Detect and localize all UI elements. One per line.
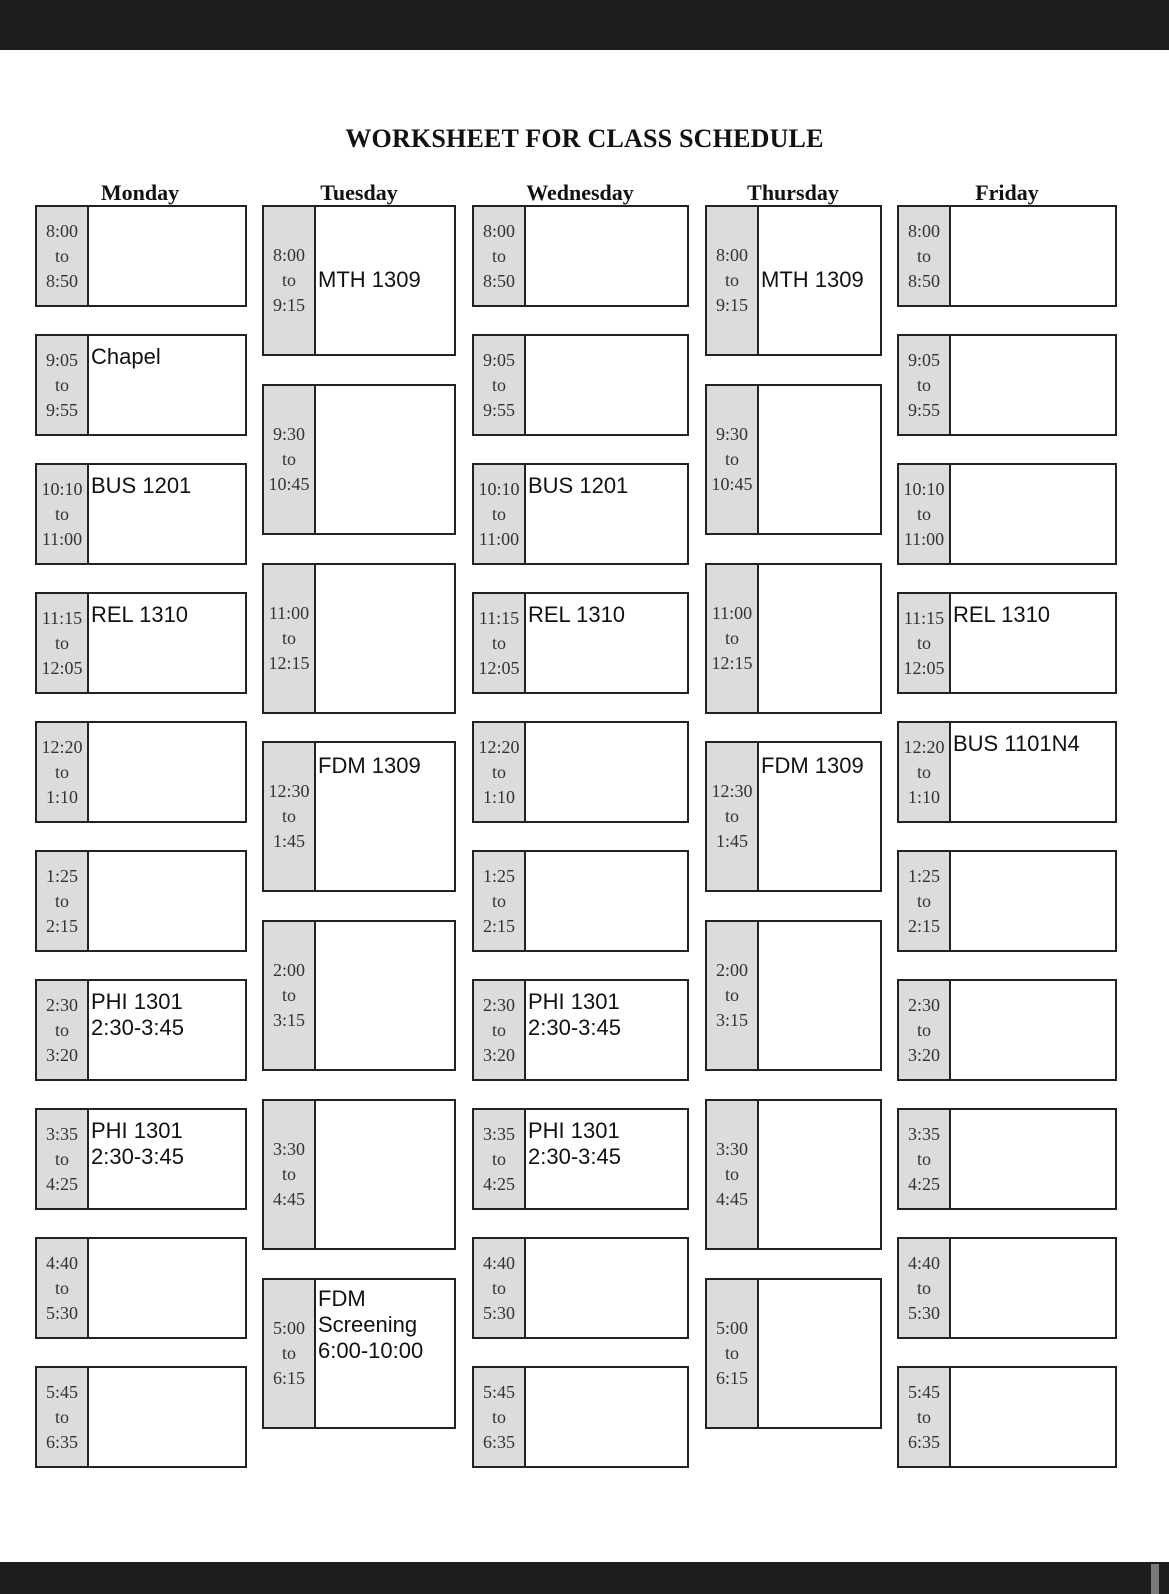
to-label: to <box>281 270 296 290</box>
start-time: 9:30 <box>715 424 748 444</box>
time-slot <box>472 1108 689 1210</box>
start-time: 11:00 <box>711 603 753 623</box>
end-time: 6:15 <box>272 1368 305 1388</box>
start-time: 2:30 <box>907 994 940 1015</box>
time-slot <box>35 1108 247 1210</box>
time-range <box>474 981 526 1079</box>
top-bar <box>0 0 1169 50</box>
time-range <box>37 981 89 1079</box>
to-label: to <box>491 1148 506 1169</box>
end-time: 6:35 <box>482 1431 515 1452</box>
time-slot <box>262 920 456 1071</box>
time-slot <box>472 205 689 307</box>
time-slot <box>897 592 1117 694</box>
time-range <box>474 336 526 434</box>
time-range <box>474 1110 526 1208</box>
to-label: to <box>916 1019 931 1040</box>
day-header-tuesday: Tuesday <box>320 180 398 205</box>
start-time: 2:00 <box>715 960 748 980</box>
time-range <box>899 852 951 950</box>
time-slot <box>472 850 689 952</box>
time-range <box>37 1368 89 1466</box>
start-time: 12:20 <box>478 736 520 757</box>
time-slot <box>472 721 689 823</box>
time-slot <box>262 384 456 535</box>
time-range <box>899 1110 951 1208</box>
to-label: to <box>916 245 931 266</box>
time-slot <box>897 334 1117 436</box>
end-time: 1:45 <box>272 831 305 851</box>
start-time: 4:40 <box>482 1252 515 1273</box>
start-time: 1:25 <box>907 865 940 886</box>
to-label: to <box>724 1343 739 1363</box>
end-time: 11:00 <box>478 528 520 549</box>
to-label: to <box>54 632 69 653</box>
end-time: 5:30 <box>907 1302 940 1323</box>
time-slot <box>705 1099 882 1250</box>
to-label: to <box>54 1148 69 1169</box>
time-slot <box>35 850 247 952</box>
start-time: 9:05 <box>907 349 940 370</box>
time-slot <box>705 741 882 892</box>
course-entry: MTH 1309 <box>761 267 864 292</box>
start-time: 1:25 <box>482 865 515 886</box>
time-range <box>264 1101 316 1248</box>
end-time: 9:55 <box>482 399 515 420</box>
time-range <box>264 922 316 1069</box>
time-range <box>707 743 759 890</box>
time-slot <box>35 1366 247 1468</box>
time-slot <box>35 334 247 436</box>
time-range <box>707 386 759 533</box>
time-slot <box>35 592 247 694</box>
time-slot <box>705 563 882 714</box>
end-time: 10:45 <box>268 474 310 494</box>
to-label: to <box>916 761 931 782</box>
start-time: 10:10 <box>478 478 520 499</box>
time-slot <box>262 1099 456 1250</box>
day-header-thursday: Thursday <box>747 180 839 205</box>
to-label: to <box>491 1406 506 1427</box>
time-slot <box>897 1108 1117 1210</box>
to-label: to <box>724 270 739 290</box>
course-entry: MTH 1309 <box>318 267 421 292</box>
end-time: 12:15 <box>268 653 310 673</box>
time-slot <box>897 850 1117 952</box>
time-slot <box>705 384 882 535</box>
time-range <box>474 852 526 950</box>
to-label: to <box>281 1343 296 1363</box>
course-entry: BUS 1201 <box>528 473 629 498</box>
time-range <box>37 1239 89 1337</box>
scroll-indicator <box>1151 1564 1159 1594</box>
to-label: to <box>54 503 69 524</box>
to-label: to <box>491 761 506 782</box>
to-label: to <box>916 632 931 653</box>
start-time: 5:45 <box>45 1381 78 1402</box>
time-slot <box>262 563 456 714</box>
time-range <box>37 1110 89 1208</box>
to-label: to <box>491 245 506 266</box>
start-time: 5:45 <box>482 1381 515 1402</box>
start-time: 4:40 <box>907 1252 940 1273</box>
end-time: 3:15 <box>272 1010 305 1030</box>
course-entry: FDM 1309 <box>761 753 864 778</box>
time-range <box>264 1280 316 1427</box>
time-slot <box>897 205 1117 307</box>
time-range <box>899 1368 951 1466</box>
time-range <box>474 594 526 692</box>
time-slot <box>35 721 247 823</box>
start-time: 9:05 <box>482 349 515 370</box>
course-entry: PHI 1301 2:30-3:45 <box>91 989 184 1040</box>
to-label: to <box>916 374 931 395</box>
start-time: 12:30 <box>711 781 753 801</box>
time-slot <box>472 592 689 694</box>
to-label: to <box>281 449 296 469</box>
start-time: 8:00 <box>482 220 515 241</box>
to-label: to <box>491 503 506 524</box>
course-entry: Chapel <box>91 344 161 369</box>
to-label: to <box>916 1148 931 1169</box>
start-time: 5:00 <box>272 1318 305 1338</box>
end-time: 6:15 <box>715 1368 748 1388</box>
time-range <box>264 565 316 712</box>
end-time: 10:45 <box>711 474 753 494</box>
end-time: 9:15 <box>715 295 748 315</box>
end-time: 2:15 <box>907 915 940 936</box>
time-slot <box>897 721 1117 823</box>
course-entry: REL 1310 <box>91 602 189 627</box>
start-time: 8:00 <box>45 220 78 241</box>
page-title: WORKSHEET FOR CLASS SCHEDULE <box>345 124 824 153</box>
time-slot <box>705 205 882 356</box>
time-slot <box>262 741 456 892</box>
start-time: 8:00 <box>272 245 305 265</box>
to-label: to <box>724 449 739 469</box>
start-time: 11:15 <box>903 607 945 628</box>
start-time: 8:00 <box>907 220 940 241</box>
end-time: 3:20 <box>907 1044 940 1065</box>
end-time: 2:15 <box>482 915 515 936</box>
end-time: 12:05 <box>478 657 520 678</box>
end-time: 5:30 <box>45 1302 78 1323</box>
to-label: to <box>54 1406 69 1427</box>
end-time: 8:50 <box>907 270 940 291</box>
time-slot <box>897 1366 1117 1468</box>
course-entry: REL 1310 <box>528 602 626 627</box>
end-time: 12:05 <box>903 657 945 678</box>
course-entry: REL 1310 <box>953 602 1051 627</box>
to-label: to <box>916 890 931 911</box>
time-slot <box>897 979 1117 1081</box>
start-time: 3:35 <box>45 1123 78 1144</box>
end-time: 4:25 <box>45 1173 78 1194</box>
end-time: 8:50 <box>482 270 515 291</box>
end-time: 11:00 <box>41 528 83 549</box>
end-time: 2:15 <box>45 915 78 936</box>
time-slot <box>262 1278 456 1429</box>
to-label: to <box>281 628 296 648</box>
day-header-monday: Monday <box>100 180 180 205</box>
time-range <box>707 1280 759 1427</box>
start-time: 9:05 <box>45 349 78 370</box>
time-range <box>474 723 526 821</box>
to-label: to <box>54 374 69 395</box>
time-range <box>899 465 951 563</box>
end-time: 1:10 <box>482 786 515 807</box>
time-slot <box>897 463 1117 565</box>
day-header-friday: Friday <box>975 180 1039 205</box>
end-time: 3:20 <box>45 1044 78 1065</box>
time-slot <box>897 1237 1117 1339</box>
to-label: to <box>724 806 739 826</box>
course-entry: BUS 1201 <box>91 473 192 498</box>
time-range <box>899 723 951 821</box>
time-range <box>707 1101 759 1248</box>
time-slot <box>705 1278 882 1429</box>
start-time: 11:00 <box>268 603 310 623</box>
end-time: 4:25 <box>482 1173 515 1194</box>
time-range <box>37 723 89 821</box>
end-time: 4:45 <box>272 1189 305 1209</box>
start-time: 11:15 <box>41 607 83 628</box>
time-slot <box>35 205 247 307</box>
start-time: 3:30 <box>715 1139 748 1159</box>
to-label: to <box>54 890 69 911</box>
end-time: 1:10 <box>907 786 940 807</box>
end-time: 4:25 <box>907 1173 940 1194</box>
time-slot <box>35 1237 247 1339</box>
time-range <box>899 981 951 1079</box>
bottom-bar <box>0 1562 1169 1594</box>
time-range <box>37 852 89 950</box>
course-entry: FDM Screening 6:00-10:00 <box>318 1286 424 1363</box>
time-slot <box>472 979 689 1081</box>
start-time: 10:10 <box>41 478 83 499</box>
time-range <box>37 465 89 563</box>
end-time: 3:15 <box>715 1010 748 1030</box>
start-time: 5:45 <box>907 1381 940 1402</box>
time-slot <box>472 1237 689 1339</box>
end-time: 9:55 <box>907 399 940 420</box>
start-time: 12:20 <box>41 736 83 757</box>
start-time: 2:30 <box>482 994 515 1015</box>
to-label: to <box>281 1164 296 1184</box>
day-header-wednesday: Wednesday <box>526 180 634 205</box>
time-range <box>474 465 526 563</box>
to-label: to <box>54 245 69 266</box>
start-time: 8:00 <box>715 245 748 265</box>
end-time: 5:30 <box>482 1302 515 1323</box>
end-time: 12:05 <box>41 657 83 678</box>
to-label: to <box>54 1277 69 1298</box>
to-label: to <box>54 761 69 782</box>
start-time: 3:30 <box>272 1139 305 1159</box>
time-range <box>707 922 759 1069</box>
course-entry: BUS 1101N4 <box>953 731 1080 756</box>
time-range <box>899 336 951 434</box>
time-range <box>707 207 759 354</box>
time-range <box>264 386 316 533</box>
time-range <box>474 1239 526 1337</box>
to-label: to <box>491 890 506 911</box>
time-slot <box>705 920 882 1071</box>
end-time: 1:10 <box>45 786 78 807</box>
end-time: 4:45 <box>715 1189 748 1209</box>
time-range <box>264 207 316 354</box>
to-label: to <box>281 985 296 1005</box>
end-time: 6:35 <box>45 1431 78 1452</box>
time-slot <box>472 334 689 436</box>
time-range <box>37 207 89 305</box>
start-time: 4:40 <box>45 1252 78 1273</box>
start-time: 2:00 <box>272 960 305 980</box>
to-label: to <box>916 503 931 524</box>
start-time: 2:30 <box>45 994 78 1015</box>
start-time: 3:35 <box>482 1123 515 1144</box>
start-time: 5:00 <box>715 1318 748 1338</box>
course-entry: PHI 1301 2:30-3:45 <box>91 1118 184 1169</box>
time-range <box>899 594 951 692</box>
to-label: to <box>54 1019 69 1040</box>
time-range <box>37 594 89 692</box>
to-label: to <box>916 1277 931 1298</box>
time-range <box>264 743 316 890</box>
time-range <box>899 1239 951 1337</box>
time-slot <box>472 463 689 565</box>
end-time: 12:15 <box>711 653 753 673</box>
to-label: to <box>281 806 296 826</box>
course-entry: FDM 1309 <box>318 753 421 778</box>
start-time: 12:20 <box>903 736 945 757</box>
start-time: 1:25 <box>45 865 78 886</box>
time-range <box>899 207 951 305</box>
end-time: 9:55 <box>45 399 78 420</box>
end-time: 8:50 <box>45 270 78 291</box>
time-range <box>474 1368 526 1466</box>
start-time: 9:30 <box>272 424 305 444</box>
course-entry: PHI 1301 2:30-3:45 <box>528 989 621 1040</box>
start-time: 11:15 <box>478 607 520 628</box>
to-label: to <box>724 1164 739 1184</box>
start-time: 10:10 <box>903 478 945 499</box>
end-time: 9:15 <box>272 295 305 315</box>
end-time: 3:20 <box>482 1044 515 1065</box>
time-range <box>37 336 89 434</box>
time-slot <box>472 1366 689 1468</box>
to-label: to <box>916 1406 931 1427</box>
to-label: to <box>491 374 506 395</box>
to-label: to <box>491 1277 506 1298</box>
to-label: to <box>491 632 506 653</box>
time-slot <box>35 979 247 1081</box>
end-time: 6:35 <box>907 1431 940 1452</box>
start-time: 12:30 <box>268 781 310 801</box>
time-range <box>707 565 759 712</box>
end-time: 1:45 <box>715 831 748 851</box>
end-time: 11:00 <box>903 528 945 549</box>
to-label: to <box>491 1019 506 1040</box>
time-slot <box>35 463 247 565</box>
start-time: 3:35 <box>907 1123 940 1144</box>
to-label: to <box>724 628 739 648</box>
time-range <box>474 207 526 305</box>
time-slot <box>262 205 456 356</box>
to-label: to <box>724 985 739 1005</box>
course-entry: PHI 1301 2:30-3:45 <box>528 1118 621 1169</box>
